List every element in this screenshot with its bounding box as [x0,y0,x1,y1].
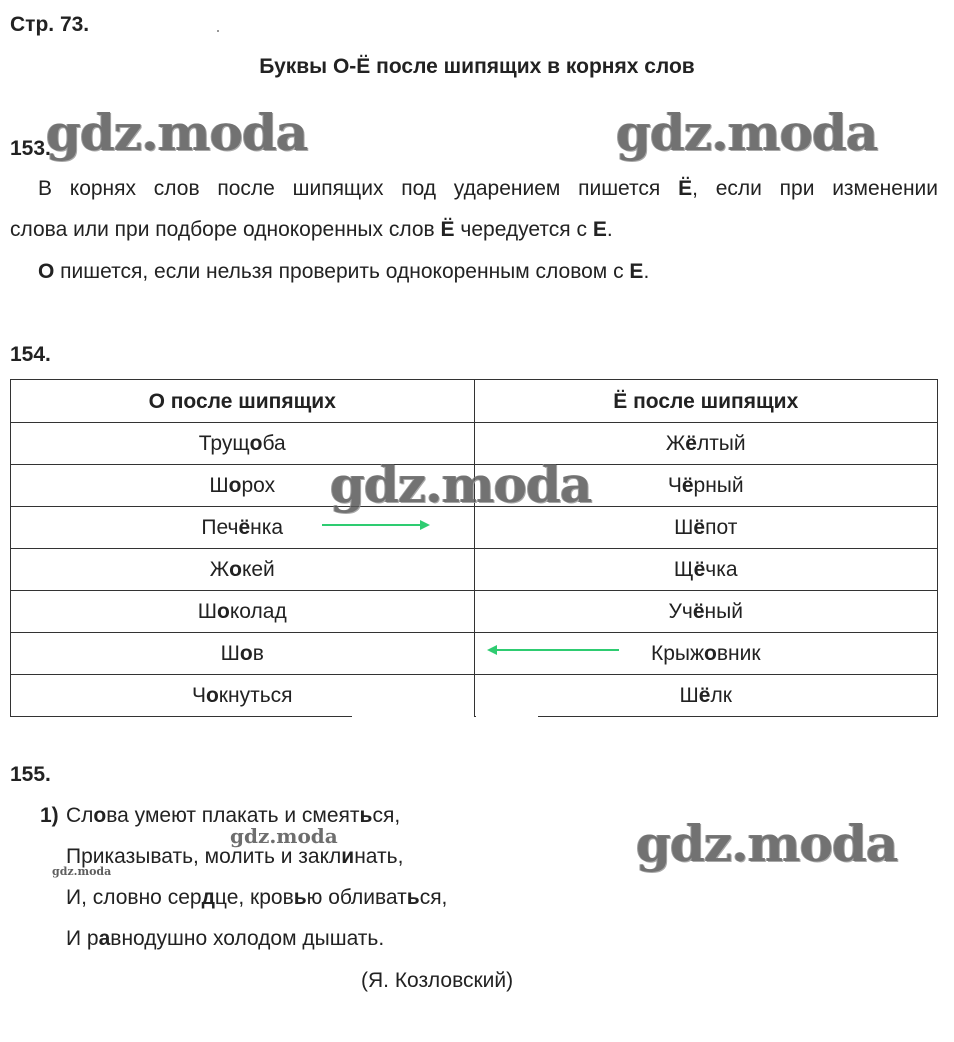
table-row [11,675,938,717]
table-border-gap-right [476,715,538,718]
table-cell-yo: Учёный [474,591,938,633]
exercise-154-number: 154. [10,343,51,366]
table-border-gap-left [352,715,474,718]
ex153-l3-text-1: пишется, если нельзя проверить однокоренным словом с [54,260,630,283]
watermark-logo: gdz.moda [636,814,898,873]
table-cell-yo: Щёчка [474,549,938,591]
ex153-rule-line-2 [10,219,613,240]
table-row [11,633,938,675]
watermark-logo-small: gdz.moda [230,824,338,848]
ex153-l2-text-3: . [606,218,613,241]
stray-dot [217,30,219,32]
table-header-o: О после шипящих [11,380,475,423]
ex153-rule-line-3 [38,261,649,282]
exercise-153-number: 153. [10,137,51,160]
page-label: Стр. 73. [10,13,90,36]
ex153-l1-text-1: В корнях слов после шипящих под ударением пишется [38,177,679,200]
ex153-l1-text-2: , если при изменении [692,177,938,200]
ex153-l3-text-2: . [643,260,650,283]
ex153-l2-bold-1: Ё [440,218,455,241]
table-cell-o: Печёнка [11,507,475,549]
poem-line-4: И равнодушно холодом дышать. [66,927,385,950]
poem-line-1: Слова умеют плакать и смеяться, [66,804,401,827]
watermark-logo: gdz.moda [616,103,878,162]
table-row [11,591,938,633]
table-cell-yo: Крыжовник [474,633,938,675]
ex153-l2-text-2: чередуется с [454,218,593,241]
table-header-yo: Ё после шипящих [474,380,938,423]
watermark-logo-tiny: gdz.moda [52,865,112,878]
table-row [11,549,938,591]
ex153-l2-bold-2: Е [592,218,607,241]
o-yo-table [10,379,938,717]
page-title: Буквы О-Ё после шипящих в корнях слов [259,55,695,78]
ex153-l1-bold-1: Ё [678,177,693,200]
table-cell-o: Чокнуться [11,675,475,717]
table-cell-o: Жокей [11,549,475,591]
poem-item-label: 1) [40,804,59,827]
table-cell-yo: Чёрный [474,465,938,507]
table-cell-yo: Шёлк [474,675,938,717]
arrow-left-icon [485,643,621,657]
ex153-l3-bold-2: Е [629,260,644,283]
poem-line-3: И, словно сердце, кровью обливаться, [66,886,448,909]
poem-author: (Я. Козловский) [361,969,514,992]
ex153-l2-text-1: слова или при подборе однокоренных слов [10,218,441,241]
arrow-right-icon [320,518,432,532]
table-cell-yo: Жёлтый [474,423,938,465]
ex153-rule-line-1 [10,178,938,199]
exercise-155-number: 155. [10,763,51,786]
table-cell-o: Шов [11,633,475,675]
table-cell-o: Трущоба [11,423,475,465]
table-cell-o: Шорох [11,465,475,507]
ex153-l3-bold-1: О [38,260,55,283]
poem-line-2: Приказывать, молить и заклинать, [66,845,404,868]
table-cell-yo: Шёпот [474,507,938,549]
watermark-logo: gdz.moda [46,103,308,162]
table-header-row [11,380,938,423]
table-cell-o: Шоколад [11,591,475,633]
watermark-logo: gdz.moda [330,455,592,514]
